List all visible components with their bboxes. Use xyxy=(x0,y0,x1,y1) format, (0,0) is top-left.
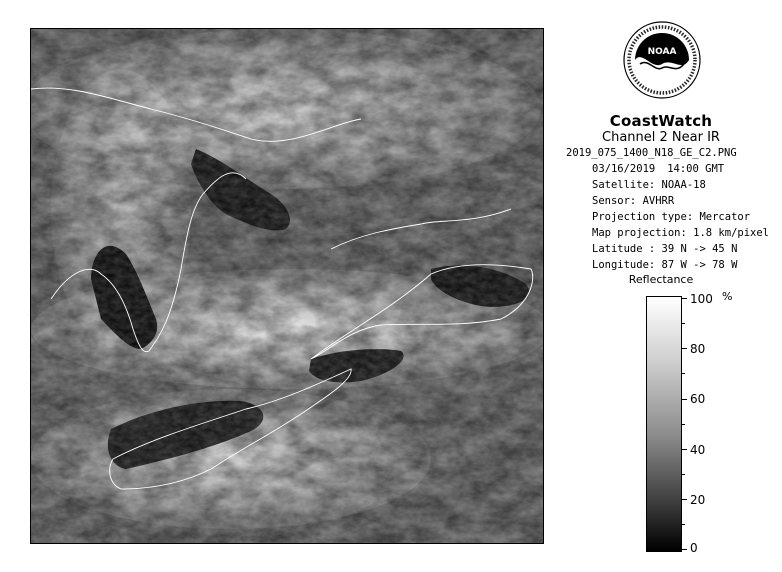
logo-text: NOAA xyxy=(647,47,677,57)
satellite-line: Satellite: NOAA-18 xyxy=(592,179,706,191)
tick-60 xyxy=(681,399,687,400)
tick-label-100: 100 xyxy=(690,292,713,306)
date-time-line xyxy=(592,163,724,175)
tick-minor xyxy=(681,424,685,425)
tick-minor xyxy=(681,474,685,475)
tick-minor xyxy=(681,524,685,525)
longitude-line: Longitude: 87 W -> 78 W xyxy=(592,259,738,271)
sensor-line: Sensor: AVHRR xyxy=(592,195,675,207)
channel-subtitle: Channel 2 Near IR xyxy=(602,130,720,145)
date: 03/16/2019 xyxy=(592,163,656,175)
legend-title: Reflectance xyxy=(628,273,694,286)
tick-0 xyxy=(681,549,687,550)
tick-40 xyxy=(681,449,687,450)
reflectance-colorbar xyxy=(646,296,682,552)
noaa-logo xyxy=(622,20,702,100)
image-filename: 2019_075_1400_N18_GE_C2.PNG xyxy=(566,147,737,159)
fine-texture-overlay xyxy=(31,29,543,543)
tick-label-0: 0 xyxy=(690,541,698,555)
tick-label-80: 80 xyxy=(690,342,706,356)
legend-unit: % xyxy=(722,290,733,303)
tick-label-60: 60 xyxy=(690,392,706,406)
tick-80 xyxy=(681,348,687,349)
app-title: CoastWatch xyxy=(609,112,713,130)
satellite-image-map xyxy=(30,28,544,544)
latitude-line: Latitude : 39 N -> 45 N xyxy=(592,243,738,255)
time: 14:00 GMT xyxy=(667,163,725,175)
tick-label-20: 20 xyxy=(690,493,706,507)
tick-minor xyxy=(681,373,685,374)
tick-minor xyxy=(681,323,685,324)
tick-100 xyxy=(681,298,687,299)
map-projection-line: Map projection: 1.8 km/pixel xyxy=(592,227,770,239)
projection-type-line: Projection type: Mercator xyxy=(592,211,751,223)
tick-20 xyxy=(681,499,687,500)
tick-label-40: 40 xyxy=(690,443,706,457)
